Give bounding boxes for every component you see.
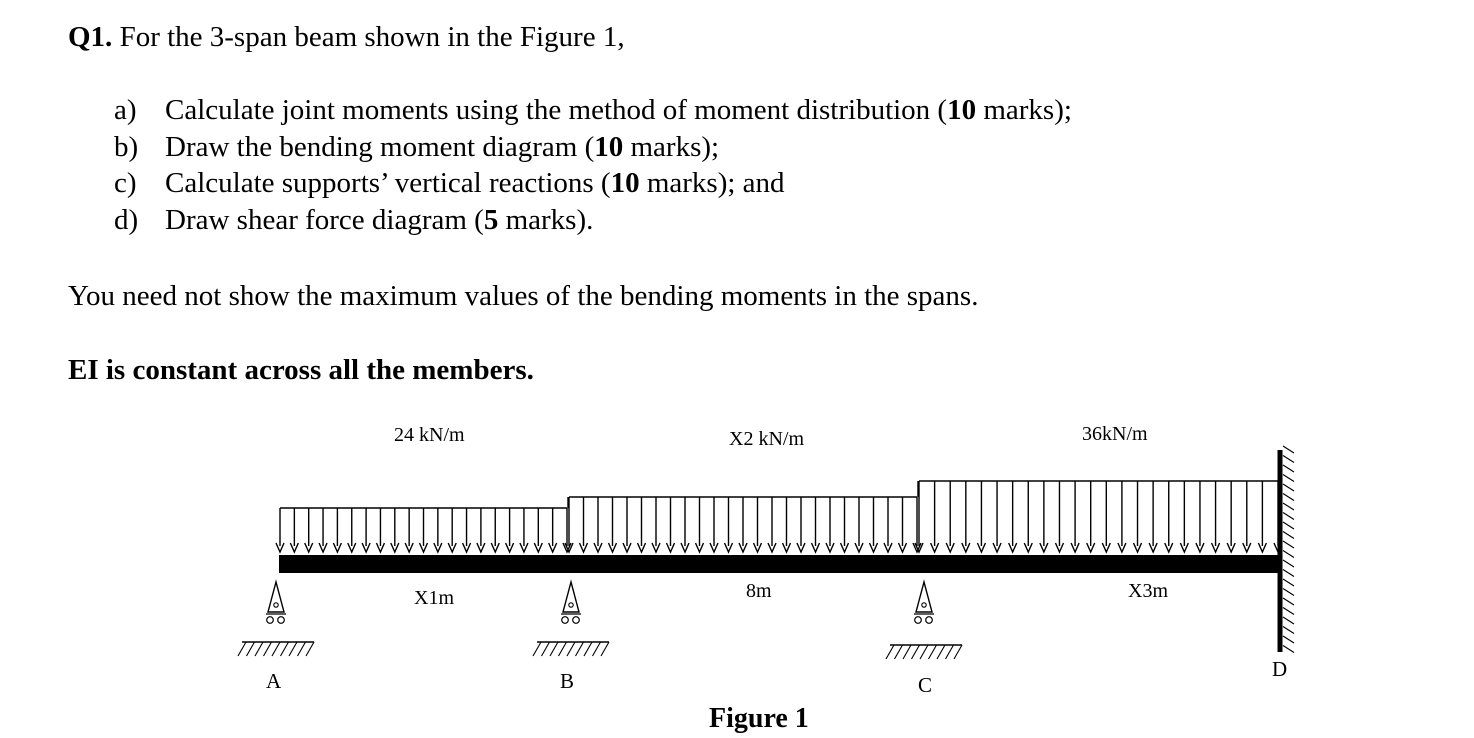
part-b-text-end: marks); — [623, 130, 720, 163]
udl-cd-arrow — [1165, 481, 1173, 552]
instruction-note: You need not show the maximum values of the bending moments in the spans. — [68, 280, 979, 312]
part-a-label: a) — [114, 94, 137, 126]
udl-ab-arrow — [362, 508, 370, 552]
udl-ab-arrow — [305, 508, 313, 552]
roller-wheel — [926, 617, 933, 624]
load-label-bc: X2 kN/m — [729, 428, 804, 450]
udl-ab-arrow — [290, 508, 298, 552]
udl-bc-arrow — [783, 497, 791, 552]
part-d-text: Draw shear force diagram ( — [165, 203, 484, 236]
udl-bc-arrow — [623, 497, 631, 552]
udl-cd-arrow — [1212, 481, 1220, 552]
udl-ab-arrow — [506, 508, 514, 552]
udl-bc-arrow — [855, 497, 863, 552]
udl-ab-arrow — [276, 508, 284, 552]
load-label-ab: 24 kN/m — [394, 424, 465, 446]
udl-ab-arrow — [520, 508, 528, 552]
udl-bc-arrow — [841, 497, 849, 552]
udl-bc-arrow — [565, 497, 573, 552]
part-b-marks: 10 — [594, 130, 624, 163]
span-label-bc: 8m — [746, 580, 772, 602]
udl-bc-arrow — [913, 497, 921, 552]
udl-bc-arrow — [797, 497, 805, 552]
span-label-ab: X1m — [414, 587, 454, 609]
udl-ab-arrow — [534, 508, 542, 552]
udl-bc-arrow — [725, 497, 733, 552]
udl-cd-arrow — [1102, 481, 1110, 552]
udl-ab-arrow — [448, 508, 456, 552]
udl-bc-arrow — [884, 497, 892, 552]
udl-bc-arrow — [652, 497, 660, 552]
udl-bc-arrow — [768, 497, 776, 552]
part-d-label: d) — [114, 203, 139, 236]
udl-cd-arrow — [1040, 481, 1048, 552]
udl-ab-arrow — [319, 508, 327, 552]
part-c-marks: 10 — [610, 167, 640, 199]
udl-cd-arrow — [1024, 481, 1032, 552]
udl-bc-arrow — [667, 497, 675, 552]
udl-ab-arrow — [420, 508, 428, 552]
udl-ab-arrow — [463, 508, 471, 552]
part-a-text-end: marks); — [976, 94, 1072, 126]
part-c-label: c) — [114, 167, 137, 199]
udl-cd-arrow — [1071, 481, 1079, 552]
udl-ab-arrow — [405, 508, 413, 552]
roller-support-b — [533, 582, 609, 656]
udl-bc-arrow — [594, 497, 602, 552]
load-label-cd: 36kN/m — [1082, 423, 1148, 445]
part-c-text-end: marks); and — [639, 167, 785, 199]
udl-ab-arrow — [348, 508, 356, 552]
udl-cd-arrow — [962, 481, 970, 552]
roller-wheel — [267, 617, 274, 624]
udl-bc-arrow — [739, 497, 747, 552]
figure-caption: Figure 1 — [709, 703, 809, 734]
udl-cd-arrow — [915, 481, 923, 552]
udl-bc-arrow — [609, 497, 617, 552]
udl-ab-arrow — [376, 508, 384, 552]
part-b-text: Draw the bending moment diagram ( — [165, 130, 595, 163]
udl-ab-arrow — [391, 508, 399, 552]
udl-bc-arrow — [580, 497, 588, 552]
udl-cd-arrow — [1087, 481, 1095, 552]
udl-bc-arrow — [681, 497, 689, 552]
udl-span-ab — [276, 508, 571, 552]
support-label-c: C — [918, 673, 933, 697]
roller-support-c — [886, 582, 962, 659]
udl-cd-arrow — [1055, 481, 1063, 552]
fixed-support-d — [1280, 446, 1294, 653]
udl-bc-arrow — [710, 497, 718, 552]
udl-cd-arrow — [1134, 481, 1142, 552]
part-d-marks: 5 — [483, 203, 499, 236]
udl-bc-arrow — [754, 497, 762, 552]
udl-bc-arrow — [870, 497, 878, 552]
udl-cd-arrow — [1227, 481, 1235, 552]
udl-cd-arrow — [1149, 481, 1157, 552]
udl-cd-arrow — [1196, 481, 1204, 552]
udl-span-bc — [565, 497, 921, 552]
udl-ab-arrow — [563, 508, 571, 552]
udl-bc-arrow — [826, 497, 834, 552]
udl-cd-arrow — [1258, 481, 1266, 552]
part-b-label: b) — [114, 130, 139, 163]
question-intro: For the 3-span beam shown in the Figure 1, — [112, 21, 625, 53]
roller-wheel — [573, 617, 580, 624]
support-label-b: B — [560, 669, 575, 693]
udl-cd-arrow — [1118, 481, 1126, 552]
udl-ab-arrow — [549, 508, 557, 552]
part-a-text: Calculate joint moments using the method of moment distribution ( — [165, 94, 948, 126]
udl-ab-arrow — [491, 508, 499, 552]
support-label-d: D — [1272, 657, 1288, 681]
udl-cd-arrow — [993, 481, 1001, 552]
udl-bc-arrow — [812, 497, 820, 552]
roller-wheel — [278, 617, 285, 624]
udl-bc-arrow — [899, 497, 907, 552]
udl-span-cd — [915, 481, 1282, 552]
udl-cd-arrow — [931, 481, 939, 552]
span-label-cd: X3m — [1128, 580, 1168, 602]
roller-wheel — [915, 617, 922, 624]
udl-ab-arrow — [434, 508, 442, 552]
part-a-marks: 10 — [947, 94, 977, 126]
udl-cd-arrow — [1009, 481, 1017, 552]
support-label-a: A — [266, 669, 282, 693]
part-c-text: Calculate supports’ vertical reactions ( — [165, 167, 611, 199]
udl-bc-arrow — [696, 497, 704, 552]
question-number: Q1. — [68, 21, 113, 53]
udl-ab-arrow — [477, 508, 485, 552]
ei-statement: EI is constant across all the members. — [68, 354, 534, 386]
part-d-text-end: marks). — [498, 203, 594, 236]
beam — [279, 555, 1280, 573]
udl-cd-arrow — [946, 481, 954, 552]
roller-wheel — [562, 617, 569, 624]
udl-cd-arrow — [977, 481, 985, 552]
udl-cd-arrow — [1180, 481, 1188, 552]
udl-cd-arrow — [1243, 481, 1251, 552]
udl-ab-arrow — [333, 508, 341, 552]
udl-bc-arrow — [638, 497, 646, 552]
roller-support-a — [238, 582, 314, 656]
